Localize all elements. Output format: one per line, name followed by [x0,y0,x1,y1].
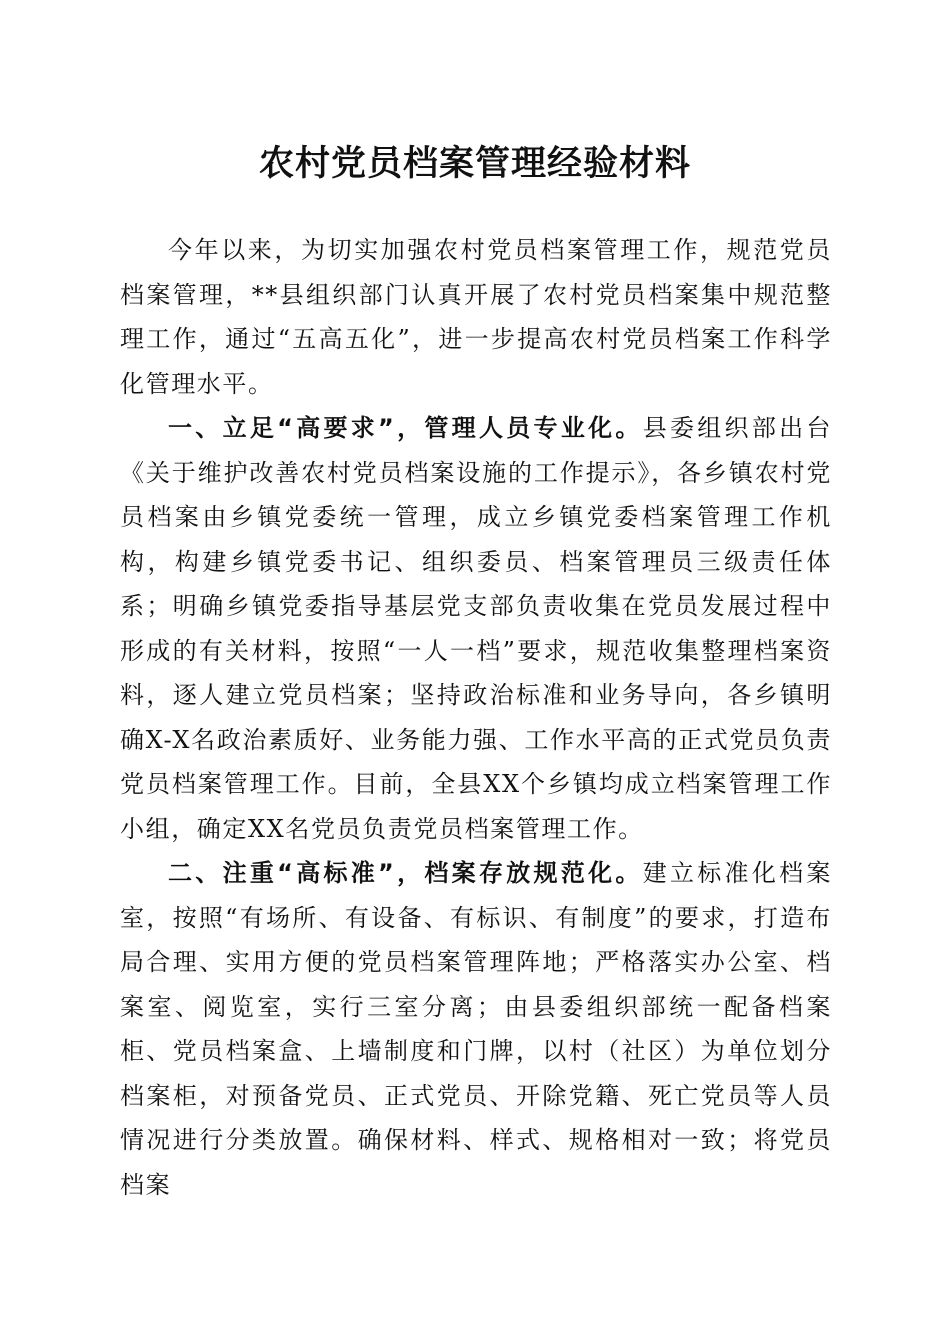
section-heading: 一、立足“高要求”，管理人员专业化。 [168,414,643,442]
document-body [120,228,832,1207]
section-1-paragraph [120,406,832,851]
document-title: 农村党员档案管理经验材料 [258,143,691,184]
intro-paragraph [120,228,832,406]
paragraph-text: 今年以来，为切实加强农村党员档案管理工作，规范党员档案管理，**县组织部门认真开展了农村党员档案集中规范整理工作，通过“五高五化”，进一步提高农村党员档案工作科学化管理水平。 [120,236,832,398]
section-2-paragraph [120,851,832,1207]
section-heading: 二、注重“高标准”，档案存放规范化。 [168,859,643,887]
paragraph-text: 县委组织部出台《关于维护改善农村党员档案设施的工作提示》，各乡镇农村党员档案由乡镇党委统一管理，成立乡镇党委档案管理工作机构，构建乡镇党委书记、组织委员、档案管理员三级责任体系；明确乡镇党委指导基层党支部负责收集在党员发展过程中形成的有关材料，按照“一人一档”要求，规范收集整理档案资料，逐人建立党员档案；坚持政治标准和业务导向，各乡镇明确X-X名政治素质好、业务能力强、工作水平高的正式党员负责党员档案管理工作。目前，全县XX个乡镇均成立档案管理工作小组，确定XX名党员负责党员档案管理工作。 [120,414,832,843]
paragraph-text: 建立标准化档案室，按照“有场所、有设备、有标识、有制度”的要求，打造布局合理、实用方便的党员档案管理阵地；严格落实办公室、档案室、阅览室，实行三室分离；由县委组织部统一配备档案柜、党员档案盒、上墙制度和门牌，以村（社区）为单位划分档案柜，对预备党员、正式党员、开除党籍、死亡党员等人员情况进行分类放置。确保材料、样式、规格相对一致；将党员档案 [120,859,832,1199]
